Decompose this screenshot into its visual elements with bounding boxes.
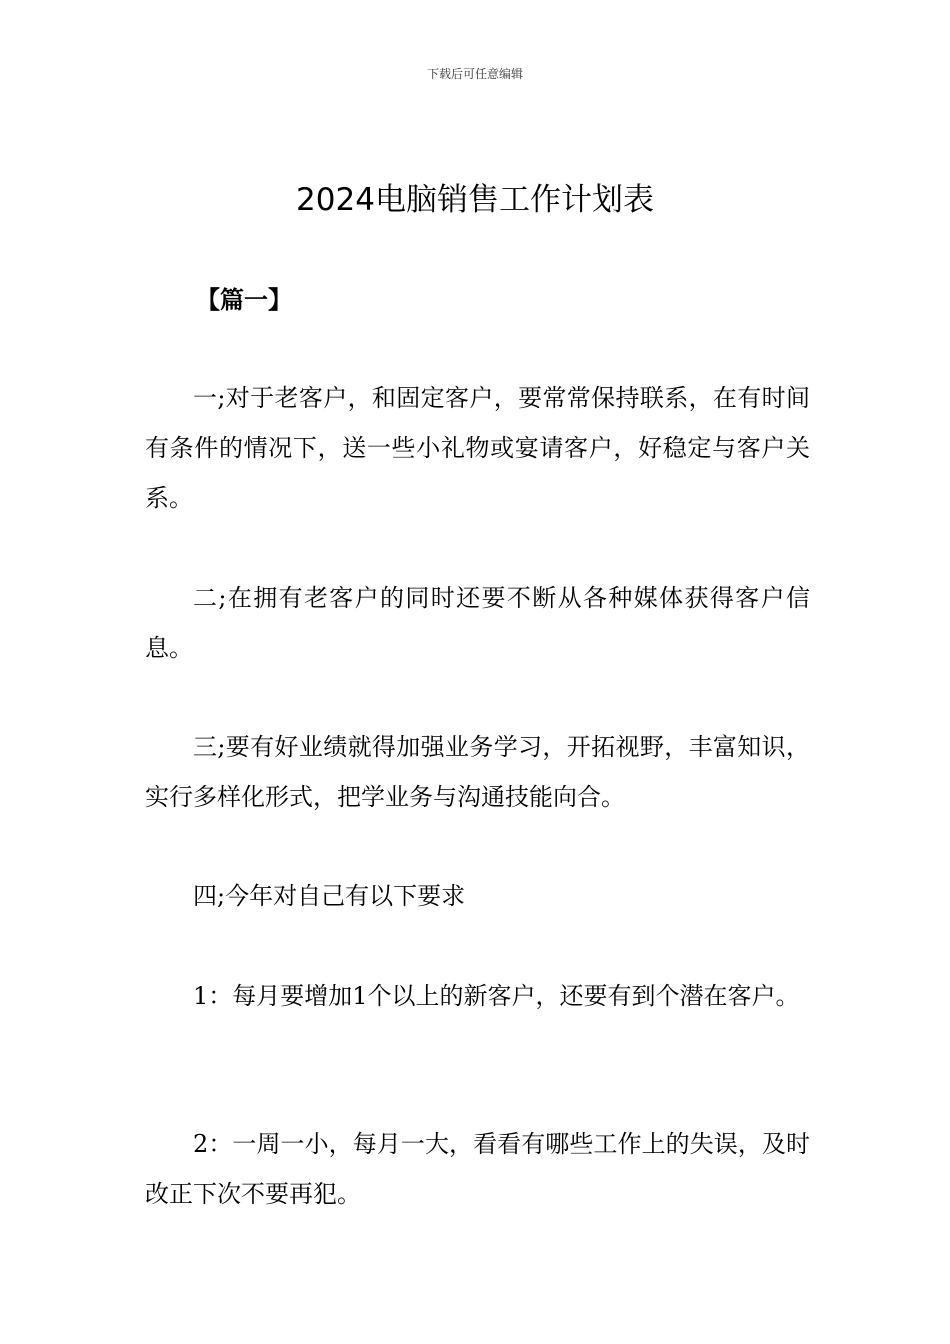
paragraph-5: 1：每月要增加1个以上的新客户，还要有到个潜在客户。: [193, 982, 800, 1010]
paragraph-4: 四;今年对自己有以下要求: [193, 882, 466, 910]
document-title: 2024电脑销售工作计划表: [296, 182, 654, 218]
page-header-note: 下载后可任意编辑: [426, 67, 523, 81]
paragraph-1: 一;对于老客户，和固定客户，要常常保持联系，在有时间有条件的情况下，送一些小礼物或宴请客户，好稳定与客户关系。: [145, 384, 810, 512]
section-label: 【篇一】: [196, 286, 292, 314]
paragraph-6: 2：一周一小，每月一大，看看有哪些工作上的失误，及时改正下次不要再犯。: [145, 1130, 810, 1208]
paragraph-2: 二;在拥有老客户的同时还要不断从各种媒体获得客户信息。: [145, 584, 810, 662]
paragraph-3: 三;要有好业绩就得加强业务学习，开拓视野，丰富知识，实行多样化形式，把学业务与沟通技能向合。: [145, 733, 810, 811]
